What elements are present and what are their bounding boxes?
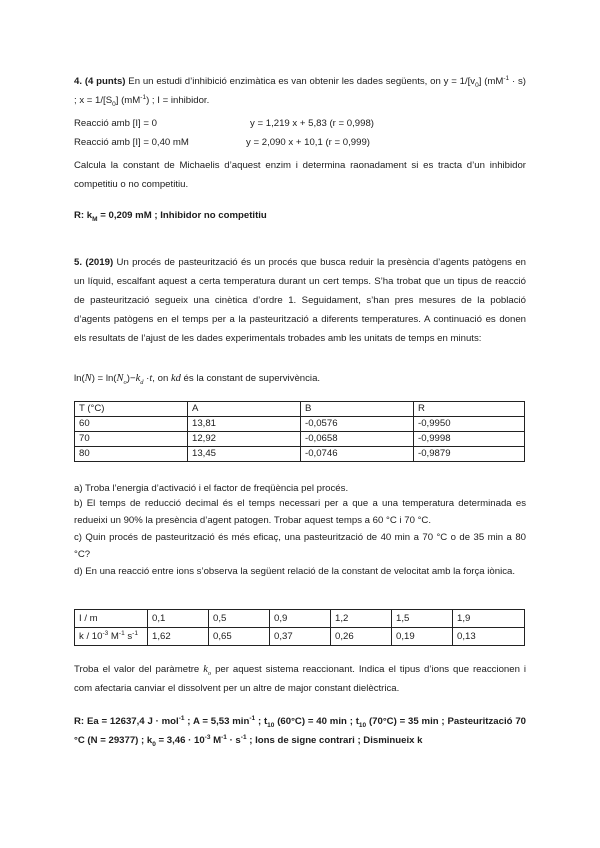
table-cell: 1,9 xyxy=(453,610,525,628)
table-row xyxy=(75,432,525,447)
q5-part-d: d) En una reacció entre ions s’observa la següent relació de la constant de velocitat amb la força iònica. xyxy=(74,566,516,577)
table-cell: 0,1 xyxy=(148,610,209,628)
table-row xyxy=(75,610,525,628)
table-cell: 70 xyxy=(75,432,188,447)
table-cell: 0,65 xyxy=(209,628,270,646)
q5-year: (2019) xyxy=(85,257,114,268)
ionic-strength-table xyxy=(74,609,525,646)
table-cell: 60 xyxy=(75,417,188,432)
table-cell: -0,9998 xyxy=(414,432,525,447)
q5-number: 5. xyxy=(74,257,83,268)
table-cell: 0,19 xyxy=(392,628,453,646)
q4-row1 xyxy=(74,117,374,131)
parameters-table xyxy=(74,401,525,462)
table-cell: -0,9950 xyxy=(414,417,525,432)
q5-part-b: b) El temps de reducció decimal és el temps necessari per a que a una temperatura determinada es redueixi un 90% la presència d’agent patogen. Trobar aquest temps a 60 °C i 70 °C. xyxy=(74,498,526,526)
table-header-row xyxy=(75,402,525,417)
q5-question: Troba el valor del paràmetre $k_o$ per aquest sistema reaccionant. Indica el tipus d’ions que reaccionen i com afectaria canviar el dissolvent per un altre de major constant dielèctrica. xyxy=(74,664,526,694)
table-row xyxy=(75,417,525,432)
q4-row1-label: Reacció amb [I] = 0 xyxy=(74,118,157,129)
q5-intro: 5. (2019) Un procés de pasteurització és un procés que busca reduir la presència d’agents patògens en un líquid, escalfant aquest a certa temperatura durant un cert temps. S’ha trobat que un tipus de reacció de pasteurització segueix una cinètica d’ordre 1. Seguidament, s’han pres mesures de la població d’agents patògens en el temps per a la pasteurització a diferents temperatures. A continuació es donen els resultats de l’ajust de les dades experimentals trobades amb les unitats de temps en minuts: xyxy=(74,257,526,344)
q4-row2-label: Reacció amb [I] = 0,40 mM xyxy=(74,137,189,148)
q4-row2 xyxy=(74,136,370,150)
table-cell: 12,92 xyxy=(188,432,301,447)
table-cell: k / $10^{-3}$ $M^{-1}$ $s^{-1}$ xyxy=(75,628,148,646)
table-cell: 0,5 xyxy=(209,610,270,628)
q4-number: 4. xyxy=(74,76,83,87)
table-cell: 0,13 xyxy=(453,628,525,646)
table-header-cell: T (°C) xyxy=(75,402,188,417)
table-cell: 0,26 xyxy=(331,628,392,646)
q4-row2-equation: y = 2,090 x + 10,1 (r = 0,999) xyxy=(246,137,370,148)
table-cell: -0,0658 xyxy=(301,432,414,447)
q5-part-a: a) Troba l’energia d’activació i el factor de freqüència pel procés. xyxy=(74,483,349,494)
table-cell: -0,0746 xyxy=(301,447,414,462)
q5-part-c: c) Quin procés de pasteurització és més eficaç, una pasteurització de 40 min a 70 °C o de 35 min a 80 °C? xyxy=(74,532,526,560)
table-cell: 1,5 xyxy=(392,610,453,628)
q4-question: Calcula la constant de Michaelis d’aquest enzim i determina raonadament si es tracta d’un inhibidor competitiu o no competitiu. xyxy=(74,160,526,190)
q5-answer: R: Ea = 12637,4 J · mol$^{-1}$ ; A = 5,53 $\min^{-1}$ ; $t_{10}$ (60°C) = 40 min ; $t_{10}$ (70°C) = 35 min ; Pasteurització 70 °C (N = 29377) ; $k_0 = 3,46 \cdot 10^{-3}$ $M^{-1} \cdot s^{-1}$ ; Ions de signe contrari ; Disminueix k xyxy=(74,714,526,748)
table-cell: 1,2 xyxy=(331,610,392,628)
table-row xyxy=(75,628,525,646)
table-cell: 1,62 xyxy=(148,628,209,646)
table-row xyxy=(75,447,525,462)
table-cell: 80 xyxy=(75,447,188,462)
table-cell: 13,81 xyxy=(188,417,301,432)
q4-intro: 4. (4 punts) En un estudi d’inhibició enzimàtica es van obtenir les dades següents, on $y = 1/[v_0] (mM^{-1} \cdot s)$ ; $x = 1/[S_0]$ $(mM^{-1})$ ; I = inhibidor. xyxy=(74,74,526,108)
table-cell: 0,37 xyxy=(270,628,331,646)
table-header-cell: B xyxy=(301,402,414,417)
table-cell: 13,45 xyxy=(188,447,301,462)
q4-answer: R: $k_M = 0,209$ mM ; Inhibidor no competitiu xyxy=(74,210,267,223)
q5-equation: $\ln(N) = \ln(N_o)-k_d \cdot t$, on kd és la constant de supervivència. xyxy=(74,373,321,386)
table-cell: -0,0576 xyxy=(301,417,414,432)
table-cell: I / m xyxy=(75,610,148,628)
table-cell: 0,9 xyxy=(270,610,331,628)
table-cell: -0,9879 xyxy=(414,447,525,462)
table-header-cell: A xyxy=(188,402,301,417)
q4-row1-equation: y = 1,219 x + 5,83 (r = 0,998) xyxy=(250,118,374,129)
table-header-cell: R xyxy=(414,402,525,417)
q4-points: (4 punts) xyxy=(84,76,126,87)
